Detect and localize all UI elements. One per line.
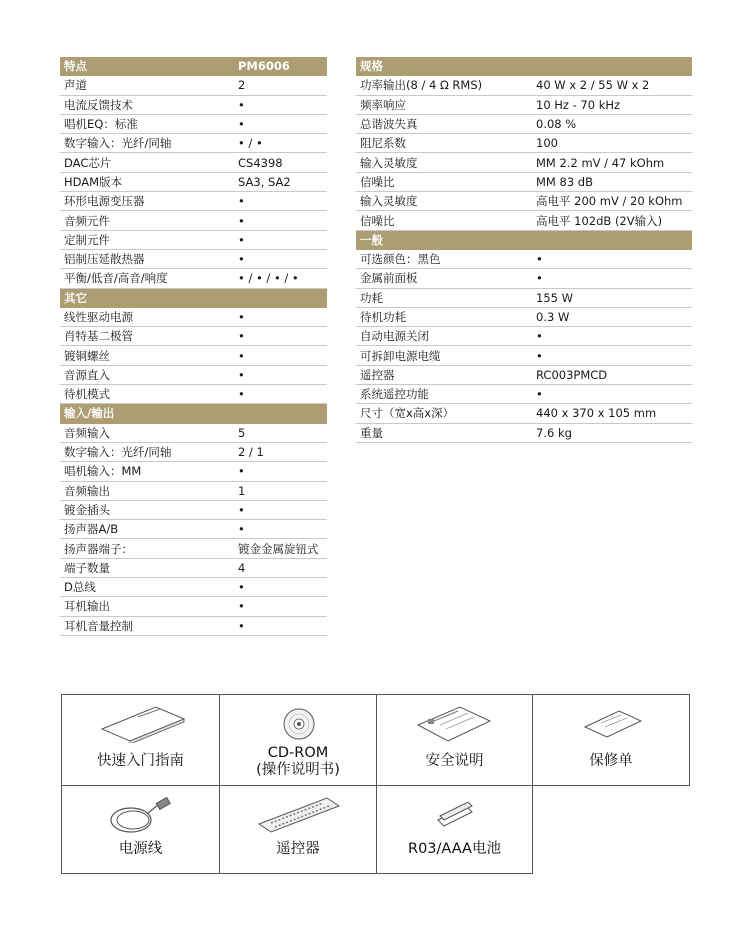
spec-row xyxy=(356,327,692,346)
spec-row xyxy=(356,385,692,404)
section-model xyxy=(532,57,692,76)
spec-row xyxy=(356,269,692,288)
accessory-power-cord xyxy=(61,785,220,874)
spec-value: • xyxy=(234,327,327,346)
spec-row xyxy=(60,327,327,346)
spec-value: • xyxy=(234,192,327,211)
spec-row xyxy=(60,346,327,365)
accessory-remote xyxy=(219,785,377,874)
spec-value: 高电平 200 mV / 20 kOhm xyxy=(532,192,692,211)
spec-label: 总谐波失真 xyxy=(356,114,532,133)
spec-label: 可拆卸电源电缆 xyxy=(356,346,532,365)
spec-label: 定制元件 xyxy=(60,230,234,249)
spec-label: 耳机输出 xyxy=(60,597,234,616)
spec-value: • xyxy=(234,616,327,635)
spec-label: 功率输出(8 / 4 Ω RMS) xyxy=(356,76,532,95)
spec-label: 肖特基二极管 xyxy=(60,327,234,346)
spec-value: 2 / 1 xyxy=(234,442,327,461)
spec-label: 信噪比 xyxy=(356,211,532,230)
spec-row xyxy=(356,346,692,365)
accessory-batteries xyxy=(376,785,533,874)
spec-value: 5 xyxy=(234,423,327,442)
section-title: 规格 xyxy=(356,57,532,76)
spec-row xyxy=(60,616,327,635)
section-title: 特点 xyxy=(60,57,234,76)
spec-row xyxy=(60,481,327,500)
spec-row xyxy=(60,539,327,558)
spec-row xyxy=(60,442,327,461)
spec-value: SA3, SA2 xyxy=(234,172,327,191)
section-header xyxy=(356,230,692,249)
spec-row xyxy=(60,520,327,539)
spec-value: • xyxy=(234,500,327,519)
spec-value: 40 W x 2 / 55 W x 2 xyxy=(532,76,692,95)
spec-value: MM 2.2 mV / 47 kOhm xyxy=(532,153,692,172)
safety-instructions-icon xyxy=(414,703,494,745)
spec-row xyxy=(60,307,327,326)
spec-label: D总线 xyxy=(60,578,234,597)
spec-row xyxy=(60,365,327,384)
spec-value: MM 83 dB xyxy=(532,172,692,191)
spec-value: • xyxy=(532,327,692,346)
section-title: 输入/输出 xyxy=(60,404,234,423)
accessory-cd-rom xyxy=(219,694,377,786)
spec-value: • xyxy=(234,230,327,249)
spec-label: 阻尼系数 xyxy=(356,134,532,153)
spec-value: • xyxy=(234,385,327,404)
quick-guide-label: 快速入门指南 xyxy=(97,753,184,769)
quick-guide-icon xyxy=(98,703,188,743)
spec-row xyxy=(60,134,327,153)
spec-row xyxy=(60,114,327,133)
spec-value: • xyxy=(234,462,327,481)
spec-row xyxy=(356,249,692,268)
power-cord-icon xyxy=(107,796,177,836)
batteries-label: R03/AAA电池 xyxy=(408,841,501,857)
spec-label: HDAM版本 xyxy=(60,172,234,191)
spec-row xyxy=(60,153,327,172)
spec-label: 音频输入 xyxy=(60,423,234,442)
spec-label: 遥控器 xyxy=(356,365,532,384)
spec-row xyxy=(356,365,692,384)
spec-label: 待机功耗 xyxy=(356,307,532,326)
spec-row xyxy=(60,95,327,114)
spec-label: 输入灵敏度 xyxy=(356,192,532,211)
spec-row xyxy=(60,192,327,211)
section-header xyxy=(60,57,327,76)
cd-rom-sublabel: (操作说明书) xyxy=(256,762,340,778)
spec-row xyxy=(356,404,692,423)
section-model xyxy=(234,288,327,307)
spec-value: • xyxy=(234,114,327,133)
section-title: 一般 xyxy=(356,230,532,249)
spec-row xyxy=(356,95,692,114)
spec-row xyxy=(356,423,692,442)
spec-row xyxy=(60,578,327,597)
spec-label: 端子数量 xyxy=(60,558,234,577)
section-model: PM6006 xyxy=(234,57,327,76)
cd-rom-label: CD-ROM xyxy=(267,745,329,761)
spec-value: 7.6 kg xyxy=(532,423,692,442)
spec-value: 155 W xyxy=(532,288,692,307)
section-title: 其它 xyxy=(60,288,234,307)
spec-row xyxy=(60,76,327,95)
section-header xyxy=(60,288,327,307)
spec-label: 镀金插头 xyxy=(60,500,234,519)
spec-label: 功耗 xyxy=(356,288,532,307)
spec-row xyxy=(60,597,327,616)
spec-label: 线性驱动电源 xyxy=(60,307,234,326)
spec-label: 扬声器端子： xyxy=(60,539,234,558)
spec-value: • xyxy=(234,211,327,230)
spec-value: • xyxy=(234,307,327,326)
spec-value: 440 x 370 x 105 mm xyxy=(532,404,692,423)
spec-label: 环形电源变压器 xyxy=(60,192,234,211)
spec-value: 0.3 W xyxy=(532,307,692,326)
spec-row xyxy=(356,288,692,307)
spec-label: 尺寸（宽x高x深） xyxy=(356,404,532,423)
spec-label: 数字输入：光纤/同轴 xyxy=(60,134,234,153)
spec-value: • xyxy=(234,346,327,365)
spec-row xyxy=(356,172,692,191)
spec-row xyxy=(60,249,327,268)
remote-label: 遥控器 xyxy=(276,841,320,857)
spec-row xyxy=(60,269,327,288)
remote-control-icon xyxy=(257,796,341,836)
spec-label: 可选颜色：黑色 xyxy=(356,249,532,268)
spec-row xyxy=(60,172,327,191)
spec-value: 100 xyxy=(532,134,692,153)
section-model xyxy=(532,230,692,249)
spec-value: • / • / • / • xyxy=(234,269,327,288)
spec-label: 耳机音量控制 xyxy=(60,616,234,635)
cd-rom-icon xyxy=(282,707,316,741)
spec-value: 1 xyxy=(234,481,327,500)
features-table xyxy=(60,57,327,636)
spec-label: 待机模式 xyxy=(60,385,234,404)
spec-value: 高电平 102dB (2V输入) xyxy=(532,211,692,230)
spec-value: 10 Hz - 70 kHz xyxy=(532,95,692,114)
spec-label: 唱机输入：MM xyxy=(60,462,234,481)
spec-value: 4 xyxy=(234,558,327,577)
section-header xyxy=(60,404,327,423)
spec-row xyxy=(356,114,692,133)
spec-label: DAC芯片 xyxy=(60,153,234,172)
spec-label: 平衡/低音/高音/响度 xyxy=(60,269,234,288)
spec-row xyxy=(60,423,327,442)
spec-value: • xyxy=(234,249,327,268)
spec-label: 数字输入：光纤/同轴 xyxy=(60,442,234,461)
spec-value: • xyxy=(532,269,692,288)
spec-label: 信噪比 xyxy=(356,172,532,191)
warranty-label: 保修单 xyxy=(589,753,633,769)
spec-value: • xyxy=(234,95,327,114)
spec-row xyxy=(356,134,692,153)
specifications-table xyxy=(356,57,692,443)
spec-label: 铝制压延散热器 xyxy=(60,249,234,268)
spec-value: 0.08 % xyxy=(532,114,692,133)
spec-value: CS4398 xyxy=(234,153,327,172)
spec-value: 镀金金属旋钮式 xyxy=(234,539,327,558)
spec-label: 音频元件 xyxy=(60,211,234,230)
spec-label: 扬声器A/B xyxy=(60,520,234,539)
spec-label: 重量 xyxy=(356,423,532,442)
spec-label: 唱机EQ：标准 xyxy=(60,114,234,133)
spec-row xyxy=(60,462,327,481)
spec-row xyxy=(356,307,692,326)
spec-row xyxy=(356,76,692,95)
spec-value: • xyxy=(234,365,327,384)
spec-label: 音源直入 xyxy=(60,365,234,384)
spec-value: • xyxy=(532,346,692,365)
warranty-card-icon xyxy=(583,709,643,739)
spec-value: • xyxy=(234,597,327,616)
spec-value: • xyxy=(532,385,692,404)
spec-value: • xyxy=(234,578,327,597)
accessory-safety xyxy=(376,694,533,786)
spec-row xyxy=(60,385,327,404)
spec-label: 自动电源关闭 xyxy=(356,327,532,346)
spec-label: 输入灵敏度 xyxy=(356,153,532,172)
accessories-grid xyxy=(61,694,690,874)
spec-row xyxy=(356,211,692,230)
spec-value: • xyxy=(532,249,692,268)
spec-row xyxy=(60,230,327,249)
accessory-quick-guide xyxy=(61,694,220,786)
power-cord-label: 电源线 xyxy=(118,841,163,857)
spec-row xyxy=(60,558,327,577)
spec-label: 金属前面板 xyxy=(356,269,532,288)
spec-row xyxy=(356,192,692,211)
spec-label: 音频输出 xyxy=(60,481,234,500)
safety-label: 安全说明 xyxy=(425,753,484,769)
spec-label: 声道 xyxy=(60,76,234,95)
spec-row xyxy=(356,153,692,172)
spec-value: RC003PMCD xyxy=(532,365,692,384)
spec-value: 2 xyxy=(234,76,327,95)
spec-label: 系统遥控功能 xyxy=(356,385,532,404)
battery-icon xyxy=(436,802,476,828)
spec-label: 频率响应 xyxy=(356,95,532,114)
section-header xyxy=(356,57,692,76)
spec-row xyxy=(60,211,327,230)
spec-value: • / • xyxy=(234,134,327,153)
section-model xyxy=(234,404,327,423)
spec-label: 镀铜螺丝 xyxy=(60,346,234,365)
spec-label: 电流反馈技术 xyxy=(60,95,234,114)
accessory-warranty xyxy=(532,694,690,786)
spec-value: • xyxy=(234,520,327,539)
spec-row xyxy=(60,500,327,519)
